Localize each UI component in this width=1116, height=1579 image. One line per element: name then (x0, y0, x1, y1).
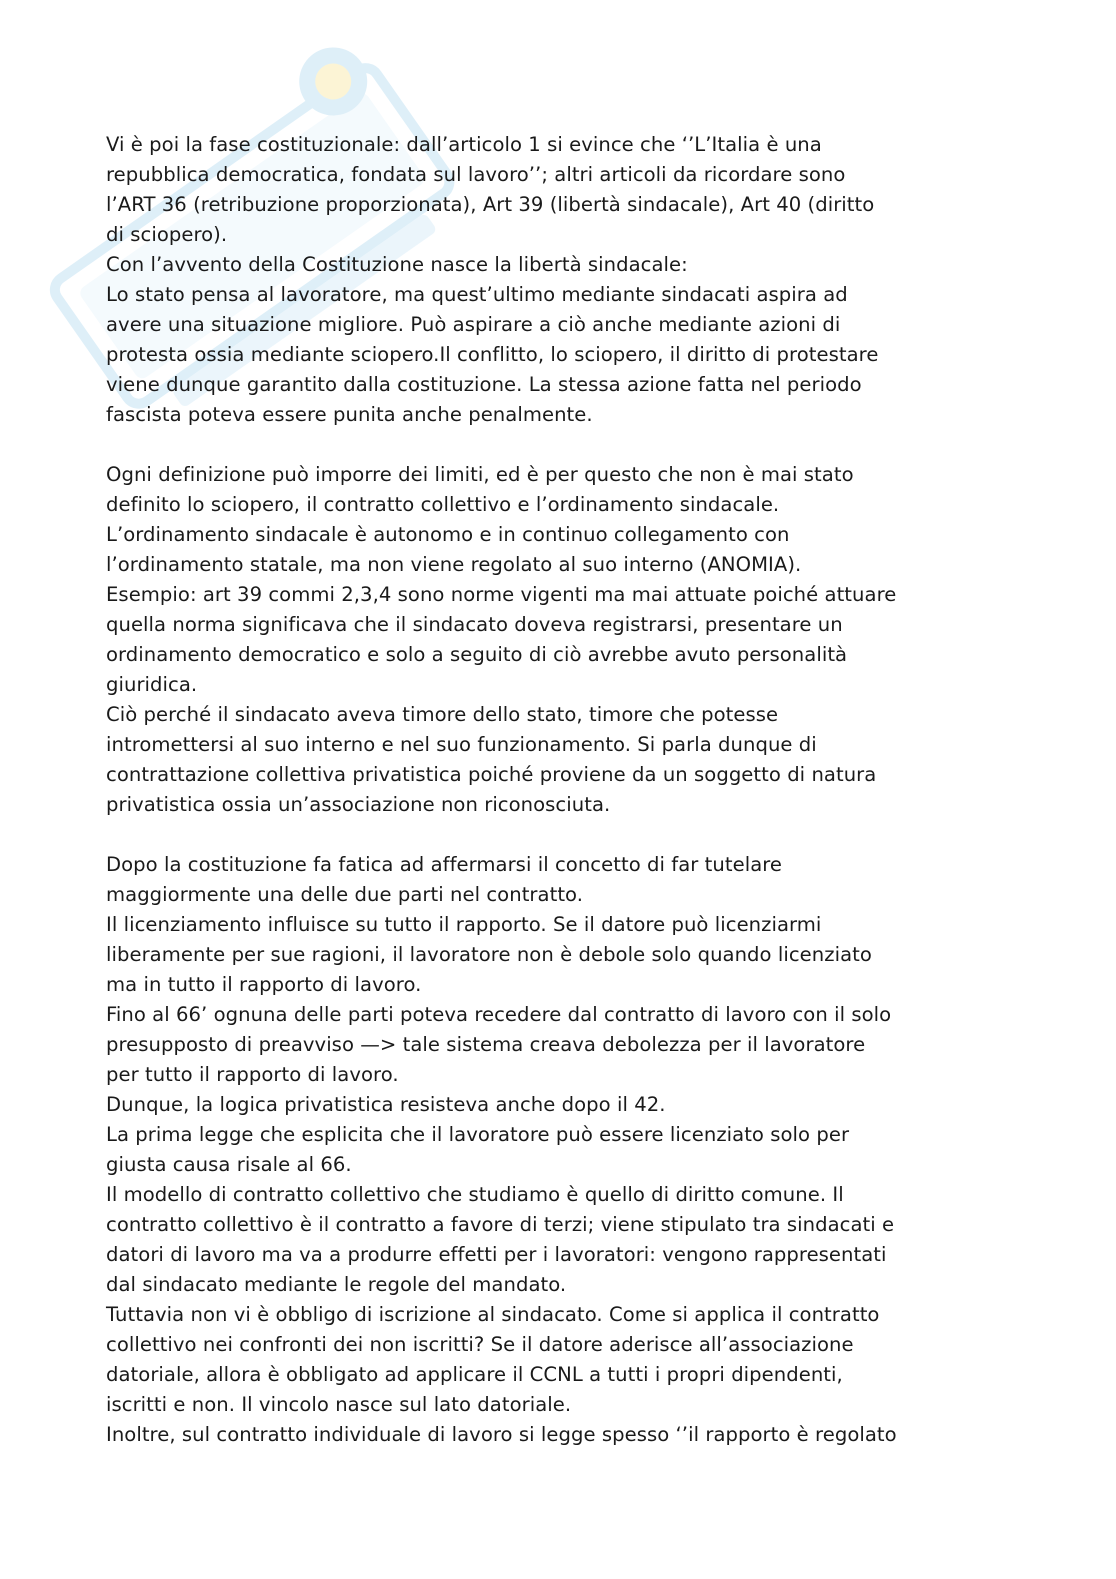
text-line: Il modello di contratto collettivo che studiamo è quello di diritto comune. Il (106, 1183, 844, 1206)
text-line: iscritti e non. Il vincolo nasce sul lato datoriale. (106, 1393, 572, 1416)
text-line: datori di lavoro ma va a produrre effetti per i lavoratori: vengono rappresentati (106, 1243, 887, 1266)
text-line: l’ART 36 (retribuzione proporzionata), Art 39 (libertà sindacale), Art 40 (diritto (106, 193, 875, 216)
text-line: Lo stato pensa al lavoratore, ma quest’ultimo mediante sindacati aspira ad (106, 283, 848, 306)
text-line: di sciopero). (106, 223, 228, 246)
text-line: Inoltre, sul contratto individuale di lavoro si legge spesso ‘’il rapporto è regolato (106, 1423, 897, 1446)
text-line: repubblica democratica, fondata sul lavoro’’; altri articoli da ricordare sono (106, 163, 846, 186)
text-line: giusta causa risale al 66. (106, 1153, 352, 1176)
blank-line (106, 430, 1016, 460)
text-line: datoriale, allora è obbligato ad applicare il CCNL a tutti i propri dipendenti, (106, 1363, 843, 1386)
text-line: Ogni definizione può imporre dei limiti, ed è per questo che non è mai stato (106, 463, 854, 486)
text-line: Tuttavia non vi è obbligo di iscrizione al sindacato. Come si applica il contratto (106, 1303, 880, 1326)
text-line: per tutto il rapporto di lavoro. (106, 1063, 399, 1086)
text-line: Fino al 66’ ognuna delle parti poteva recedere dal contratto di lavoro con il solo (106, 1003, 892, 1026)
text-line: Il licenziamento influisce su tutto il rapporto. Se il datore può licenziarmi (106, 913, 822, 936)
text-line: avere una situazione migliore. Può aspirare a ciò anche mediante azioni di (106, 313, 841, 336)
text-line: La prima legge che esplicita che il lavoratore può essere licenziato solo per (106, 1123, 850, 1146)
text-line: contratto collettivo è il contratto a favore di terzi; viene stipulato tra sindacati e (106, 1213, 895, 1236)
text-line: quella norma significava che il sindacato doveva registrarsi, presentare un (106, 613, 843, 636)
text-line: protesta ossia mediante sciopero.Il conflitto, lo sciopero, il diritto di protestare (106, 343, 879, 366)
text-line: definito lo sciopero, il contratto collettivo e l’ordinamento sindacale. (106, 493, 780, 516)
text-line: Vi è poi la fase costituzionale: dall’articolo 1 si evince che ‘’L’Italia è una (106, 133, 822, 156)
text-line: privatistica ossia un’associazione non riconosciuta. (106, 793, 611, 816)
document-body (106, 130, 1016, 1450)
text-line: ordinamento democratico e solo a seguito di ciò avrebbe avuto personalità (106, 643, 848, 666)
text-line: Dunque, la logica privatistica resisteva anche dopo il 42. (106, 1093, 666, 1116)
text-line: intromettersi al suo interno e nel suo funzionamento. Si parla dunque di (106, 733, 817, 756)
text-line: fascista poteva essere punita anche penalmente. (106, 403, 593, 426)
text-line: collettivo nei confronti dei non iscritti? Se il datore aderisce all’associazione (106, 1333, 854, 1356)
text-line: Ciò perché il sindacato aveva timore dello stato, timore che potesse (106, 703, 779, 726)
text-line: ma in tutto il rapporto di lavoro. (106, 973, 422, 996)
text-line: presupposto di preavviso —> tale sistema creava debolezza per il lavoratore (106, 1033, 866, 1056)
text-line: Dopo la costituzione fa fatica ad affermarsi il concetto di far tutelare (106, 853, 783, 876)
text-line: contrattazione collettiva privatistica poiché proviene da un soggetto di natura (106, 763, 877, 786)
text-line: viene dunque garantito dalla costituzione. La stessa azione fatta nel periodo (106, 373, 862, 396)
text-line: L’ordinamento sindacale è autonomo e in continuo collegamento con (106, 523, 790, 546)
text-line: Con l’avvento della Costituzione nasce la libertà sindacale: (106, 253, 688, 276)
text-line: Esempio: art 39 commi 2,3,4 sono norme vigenti ma mai attuate poiché attuare (106, 583, 897, 606)
text-line: giuridica. (106, 673, 198, 696)
blank-line (106, 820, 1016, 850)
text-line: maggiormente una delle due parti nel contratto. (106, 883, 584, 906)
text-line: dal sindacato mediante le regole del mandato. (106, 1273, 567, 1296)
text-line: liberamente per sue ragioni, il lavoratore non è debole solo quando licenziato (106, 943, 872, 966)
text-line: l’ordinamento statale, ma non viene regolato al suo interno (ANOMIA). (106, 553, 802, 576)
